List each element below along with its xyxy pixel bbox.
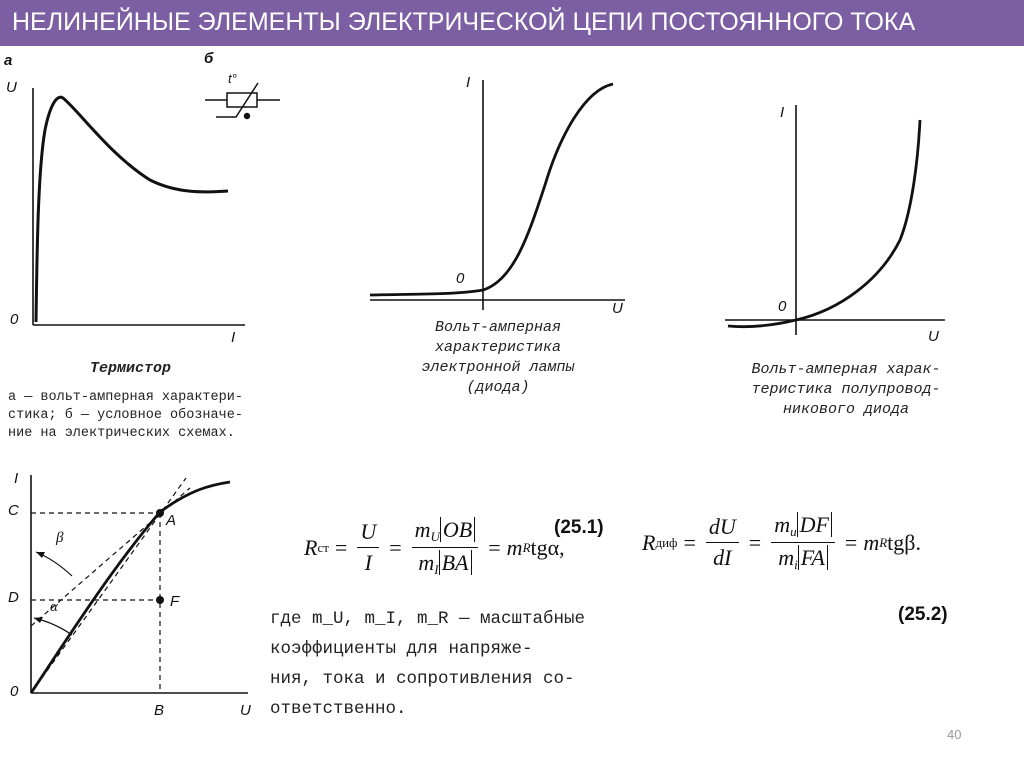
semiconductor-axis-i: I	[780, 104, 785, 121]
lamp-axis-i: I	[466, 74, 471, 91]
formula2-r: R	[642, 529, 656, 555]
formula1-frac2-num-m: m	[414, 517, 431, 542]
construction-angle-beta: β	[56, 530, 64, 546]
formula1-rhs-m: m	[506, 534, 523, 560]
construction-point-a: A	[166, 512, 177, 529]
formula2: R диф = $\frac{dU}{dI}$ = $\frac{m_u DF}{m_i FA}$ = m R tgβ.	[642, 512, 921, 572]
formula2-rhs-sub: R	[879, 534, 888, 550]
thermistor-label-b: б	[204, 50, 214, 67]
lamp-origin: 0	[456, 270, 465, 287]
semiconductor-origin: 0	[778, 298, 787, 315]
thermistor-label-a: а	[4, 52, 13, 69]
lamp-graph	[365, 70, 640, 320]
construction-graph	[0, 460, 260, 720]
formula1: R ст = $\frac{U}{I}$ = $\frac{m_U OB}{m_I BA}$ = m R tgα,	[304, 517, 565, 577]
thermistor-axis-u: U	[6, 79, 17, 96]
lamp-caption-line: (диода)	[466, 379, 530, 396]
construction-angle-alpha: α	[50, 599, 58, 615]
formula1-frac2-num-sub: U	[430, 529, 440, 544]
formula2-r-sub: диф	[655, 534, 678, 550]
formula2-frac1-den: dI	[713, 545, 732, 570]
lamp-axis-u: U	[612, 300, 623, 317]
lamp-caption	[378, 318, 618, 398]
semiconductor-graph	[720, 100, 960, 340]
construction-point-c: C	[8, 502, 19, 519]
formula2-rhs-tg: tgβ.	[887, 529, 921, 555]
explanation-line: коэффициенты для напряже-	[270, 639, 533, 659]
formula1-frac2	[412, 517, 479, 578]
thermistor-origin: 0	[10, 311, 19, 328]
formula1-r: R	[304, 534, 318, 560]
formula2-frac2-den-m: m	[778, 545, 795, 570]
explanation-line: ния, тока и сопротивления со-	[270, 669, 575, 689]
thermistor-caption	[8, 389, 243, 443]
construction-point-f: F	[170, 593, 180, 610]
formula2-frac1	[706, 514, 739, 571]
explanation-line: где m_U, m_I, m_R — масштабные	[270, 609, 586, 629]
formula1-number: (25.1)	[554, 517, 604, 538]
lamp-caption-line: Вольт-амперная	[434, 319, 562, 336]
formula2-number: (25.2)	[898, 604, 948, 625]
formula1-frac2-den-sub: I	[434, 562, 439, 577]
formula1-r-sub: ст	[317, 539, 329, 555]
thermistor-caption-line: стика; б — условное обозначе-	[8, 408, 243, 423]
construction-origin: 0	[10, 683, 19, 700]
semiconductor-caption-line: Вольт-амперная харак-	[751, 361, 941, 378]
construction-point-d: D	[8, 589, 19, 606]
formula2-rhs-m: m	[863, 529, 880, 555]
semiconductor-caption-line: никового диода	[782, 401, 910, 418]
thermistor-symbol-icon	[200, 70, 285, 125]
construction-axis-i: I	[14, 470, 19, 487]
formula2-frac1-num: dU	[706, 514, 739, 543]
slide-title: НЕЛИНЕЙНЫЕ ЭЛЕМЕНТЫ ЭЛЕКТРИЧЕСКОЙ ЦЕПИ ПОСТОЯННОГО ТОКА	[12, 8, 916, 36]
thermistor-caption-line: ние на электрических схемах.	[8, 426, 235, 441]
formula1-frac2-num-abs: OB	[440, 517, 475, 542]
title-bar	[0, 0, 1024, 46]
formula1-frac1-den: I	[364, 550, 372, 575]
explanation-line: ответственно.	[270, 699, 407, 719]
lamp-caption-line: характеристика	[434, 339, 562, 356]
lamp-caption-line: электронной лампы	[421, 359, 575, 376]
construction-point-b: B	[154, 702, 165, 719]
formula1-frac2-den-abs: BA	[439, 550, 472, 575]
formula2-frac2	[771, 512, 835, 573]
formula1-rhs-sub: R	[522, 539, 531, 555]
formula2-frac2-num-abs: DF	[797, 512, 832, 537]
formula1-rhs-tg: tgα,	[530, 534, 565, 560]
page-number: 40	[947, 727, 962, 742]
thermistor-caption-title: Термистор	[90, 360, 172, 377]
formula2-frac2-den-abs: FA	[798, 545, 828, 570]
semiconductor-caption	[726, 360, 966, 420]
explanation-text	[270, 604, 585, 724]
thermistor-caption-line: а — вольт-амперная характери-	[8, 390, 243, 405]
semiconductor-axis-u: U	[928, 328, 939, 345]
construction-axis-u: U	[240, 702, 251, 719]
formula2-frac2-num-m: m	[774, 512, 791, 537]
formula2-frac2-den-sub: i	[794, 557, 798, 572]
formula2-frac2-num-sub: u	[790, 524, 797, 539]
thermistor-symbol-t: t°	[228, 71, 237, 86]
semiconductor-caption-line: теристика полупровод-	[751, 381, 941, 398]
thermistor-axis-i: I	[231, 329, 236, 346]
formula1-frac2-den-m: m	[418, 550, 435, 575]
formula1-frac1-num: U	[357, 519, 379, 548]
formula1-frac1	[357, 519, 379, 576]
